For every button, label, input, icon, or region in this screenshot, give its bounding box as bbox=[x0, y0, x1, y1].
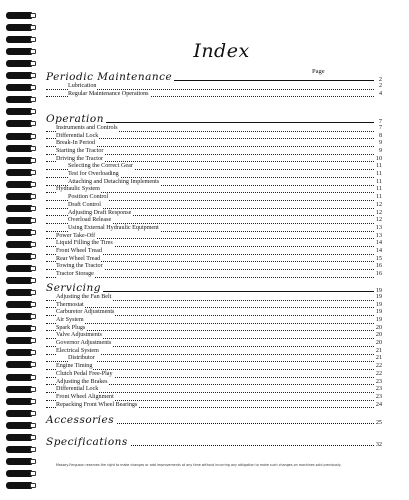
index-entry bbox=[46, 156, 382, 164]
binding-coil bbox=[0, 181, 38, 188]
binding-coil bbox=[0, 470, 38, 477]
entry-page-number: 9 bbox=[378, 140, 382, 147]
binding-coil bbox=[0, 205, 38, 212]
binding-coil bbox=[0, 301, 38, 308]
index-entry bbox=[46, 256, 382, 264]
entry-page-number: 20 bbox=[375, 324, 382, 331]
index-entry bbox=[46, 140, 382, 148]
entry-label: Lubrication bbox=[68, 82, 97, 89]
index-entry bbox=[46, 163, 382, 171]
binding-coil bbox=[0, 12, 38, 19]
entry-label: Tractor Storage bbox=[56, 271, 94, 278]
binding-coil bbox=[0, 169, 38, 176]
entry-label: Regular Maintenance Operations bbox=[68, 90, 149, 97]
entry-page-number: 4 bbox=[378, 90, 382, 97]
index-entry bbox=[46, 83, 382, 91]
index-section bbox=[46, 112, 382, 279]
entry-label: Thermostat bbox=[56, 301, 84, 308]
dot-leader bbox=[46, 369, 374, 370]
binding-coil bbox=[0, 482, 38, 489]
entry-page-number: 12 bbox=[375, 201, 382, 208]
entry-label: Power Take-Off bbox=[56, 232, 96, 239]
binding-coil bbox=[0, 458, 38, 465]
entry-label: Electrical System bbox=[56, 347, 99, 354]
entry-label: Draft Control bbox=[68, 201, 102, 208]
index-entry bbox=[46, 133, 382, 141]
entry-page-number: 16 bbox=[375, 271, 382, 278]
index-entry bbox=[46, 187, 382, 195]
binding-coil bbox=[0, 48, 38, 55]
section-heading bbox=[46, 112, 382, 125]
index-entry bbox=[46, 302, 382, 310]
entry-label: Towing the Tractor bbox=[56, 263, 103, 270]
binding-coil bbox=[0, 229, 38, 236]
entry-label: Front Wheel Alignment bbox=[56, 393, 114, 400]
entry-label: Engine Timing bbox=[56, 363, 93, 370]
entry-page-number: 19 bbox=[375, 301, 382, 308]
entry-page-number: 19 bbox=[375, 293, 382, 300]
entry-label: Spark Plugs bbox=[56, 324, 86, 331]
entry-page-number: 21 bbox=[375, 347, 382, 354]
index-entry bbox=[46, 240, 382, 248]
section-page-number: 25 bbox=[375, 419, 382, 426]
index-entry bbox=[46, 332, 382, 340]
binding-coil bbox=[0, 422, 38, 429]
binding-coil bbox=[0, 145, 38, 152]
binding-coil bbox=[0, 36, 38, 43]
binding-coil bbox=[0, 108, 38, 115]
index-entry bbox=[46, 225, 382, 233]
binding-coil bbox=[0, 133, 38, 140]
entry-page-number: 21 bbox=[375, 355, 382, 362]
entry-label: Instruments and Controls bbox=[56, 124, 118, 131]
index-entry bbox=[46, 356, 382, 364]
section-title: Operation bbox=[46, 113, 104, 125]
entry-page-number: 24 bbox=[375, 401, 382, 408]
section-title: Periodic Maintenance bbox=[46, 71, 173, 83]
index-entry bbox=[46, 294, 382, 302]
binding-coil bbox=[0, 60, 38, 67]
binding-coil bbox=[0, 24, 38, 31]
binding-coil bbox=[0, 434, 38, 441]
binding-coil bbox=[0, 446, 38, 453]
binding-coil bbox=[0, 193, 38, 200]
entry-label: Break-In Period bbox=[56, 140, 96, 147]
entry-label: Air System bbox=[56, 317, 84, 324]
entry-page-number: 13 bbox=[375, 224, 382, 231]
dot-leader bbox=[46, 277, 374, 278]
entry-page-number: 11 bbox=[376, 178, 382, 185]
index-entry bbox=[46, 325, 382, 333]
binding-coil bbox=[0, 277, 38, 284]
entry-page-number: 8 bbox=[378, 132, 382, 139]
entry-page-number: 20 bbox=[375, 340, 382, 347]
index-entry bbox=[46, 402, 382, 410]
index-entry bbox=[46, 271, 382, 279]
entry-page-number: 20 bbox=[375, 332, 382, 339]
binding-coil bbox=[0, 325, 38, 332]
entry-label: Repacking Front Wheel Bearings bbox=[56, 401, 138, 408]
entry-label: Carburetor Adjustments bbox=[56, 309, 115, 316]
entry-page-number: 9 bbox=[378, 148, 382, 155]
index-entry bbox=[46, 194, 382, 202]
index-entry bbox=[46, 233, 382, 241]
section-heading bbox=[46, 281, 382, 294]
index-entry bbox=[46, 148, 382, 156]
entry-page-number: 19 bbox=[375, 309, 382, 316]
binding-coil bbox=[0, 84, 38, 91]
entry-page-number: 22 bbox=[375, 370, 382, 377]
index-section bbox=[46, 281, 382, 409]
entry-label: Driving the Tractor bbox=[56, 155, 104, 162]
entry-page-number: 19 bbox=[375, 317, 382, 324]
entry-label: Differential Lock bbox=[56, 386, 99, 393]
entry-page-number: 23 bbox=[375, 378, 382, 385]
entry-label: Adjusting the Fan Belt bbox=[56, 293, 112, 300]
entry-page-number: 15 bbox=[375, 255, 382, 262]
index-entry bbox=[46, 363, 382, 371]
section-page-number: 32 bbox=[375, 441, 382, 448]
binding-coil bbox=[0, 241, 38, 248]
entry-label: Adjusting Draft Response bbox=[68, 209, 132, 216]
index-entry bbox=[46, 179, 382, 187]
binding-coil bbox=[0, 253, 38, 260]
entry-label: Clutch Pedal Free-Play bbox=[56, 370, 113, 377]
entry-label: Hydraulic System bbox=[56, 186, 100, 193]
section-title: Servicing bbox=[46, 282, 101, 294]
index-page bbox=[34, 0, 409, 500]
index-entry bbox=[46, 317, 382, 325]
section-heading bbox=[46, 435, 382, 448]
dot-leader bbox=[46, 323, 374, 324]
entry-page-number: 11 bbox=[376, 194, 382, 201]
index-entry bbox=[46, 348, 382, 356]
binding-coil bbox=[0, 72, 38, 79]
dot-leader bbox=[46, 307, 374, 308]
page-title: Index bbox=[193, 40, 250, 62]
entry-label: Liquid Filling the Tires bbox=[56, 240, 113, 247]
entry-label: Starting the Tractor bbox=[56, 148, 104, 155]
entry-page-number: 12 bbox=[375, 217, 382, 224]
binding-coil bbox=[0, 157, 38, 164]
binding-coil bbox=[0, 410, 38, 417]
entry-page-number: 12 bbox=[375, 209, 382, 216]
section-heading bbox=[46, 70, 382, 83]
index-entry bbox=[46, 125, 382, 133]
binding-coil bbox=[0, 265, 38, 272]
entry-label: Adjusting the Brakes bbox=[56, 378, 108, 385]
index-entry bbox=[46, 248, 382, 256]
index-entry bbox=[46, 263, 382, 271]
entry-label: Selecting the Correct Gear bbox=[68, 163, 133, 170]
entry-label: Rear Wheel Tread bbox=[56, 255, 101, 262]
entry-label: Front Wheel Tread bbox=[56, 247, 102, 254]
entry-page-number: 7 bbox=[378, 124, 382, 131]
entry-label: Using External Hydraulic Equipment bbox=[68, 224, 159, 231]
index-entry bbox=[46, 210, 382, 218]
section-title: Specifications bbox=[46, 436, 128, 448]
entry-page-number: 14 bbox=[375, 247, 382, 254]
index-entry bbox=[46, 202, 382, 210]
binding-coil bbox=[0, 289, 38, 296]
index-section bbox=[46, 435, 382, 448]
entry-page-number: 22 bbox=[375, 363, 382, 370]
binding-coil bbox=[0, 217, 38, 224]
entry-page-number: 16 bbox=[375, 263, 382, 270]
binding-coil bbox=[0, 120, 38, 127]
entry-label: Valve Adjustments bbox=[56, 332, 102, 339]
entry-page-number: 2 bbox=[378, 82, 382, 89]
binding-coil bbox=[0, 96, 38, 103]
binding-coil bbox=[0, 349, 38, 356]
page-column-label: Page bbox=[312, 68, 325, 75]
binding-coil bbox=[0, 398, 38, 405]
index-entry bbox=[46, 171, 382, 179]
entry-label: Differential Lock bbox=[56, 132, 99, 139]
binding-coil bbox=[0, 361, 38, 368]
index-entry bbox=[46, 340, 382, 348]
entry-page-number: 14 bbox=[375, 240, 382, 247]
index-section bbox=[46, 70, 382, 98]
index-entry bbox=[46, 394, 382, 402]
entry-page-number: 13 bbox=[375, 232, 382, 239]
entry-label: Test for Overloading bbox=[68, 171, 119, 178]
binding-coil bbox=[0, 374, 38, 381]
index-entry bbox=[46, 217, 382, 225]
index-section bbox=[46, 413, 382, 426]
section-title: Accessories bbox=[46, 414, 115, 426]
entry-label: Overload Release bbox=[68, 217, 112, 224]
binding-coil bbox=[0, 337, 38, 344]
entry-page-number: 23 bbox=[375, 386, 382, 393]
entry-label: Governor Adjustments bbox=[56, 340, 112, 347]
footer-note: Massey-Ferguson reserves the right to make changes or add improvements at any time without incurring any obligation to make such changes on machines sold previously. bbox=[56, 463, 342, 467]
entry-label: Distributor bbox=[68, 355, 95, 362]
section-page-number: 2 bbox=[378, 76, 382, 83]
section-heading bbox=[46, 413, 382, 426]
entry-page-number: 10 bbox=[375, 155, 382, 162]
index-entry bbox=[46, 371, 382, 379]
dot-leader bbox=[46, 330, 374, 331]
entry-label: Attaching and Detaching Implements bbox=[68, 178, 160, 185]
entry-page-number: 23 bbox=[375, 393, 382, 400]
entry-page-number: 11 bbox=[376, 171, 382, 178]
index-entry bbox=[46, 309, 382, 317]
index-entry bbox=[46, 386, 382, 394]
section-page-number: 19 bbox=[375, 287, 382, 294]
binding-coil bbox=[0, 386, 38, 393]
entry-page-number: 11 bbox=[376, 186, 382, 193]
section-page-number: 7 bbox=[378, 118, 382, 125]
binding-coil bbox=[0, 313, 38, 320]
index-entry bbox=[46, 91, 382, 99]
entry-label: Position Control bbox=[68, 194, 109, 201]
entry-page-number: 11 bbox=[376, 163, 382, 170]
